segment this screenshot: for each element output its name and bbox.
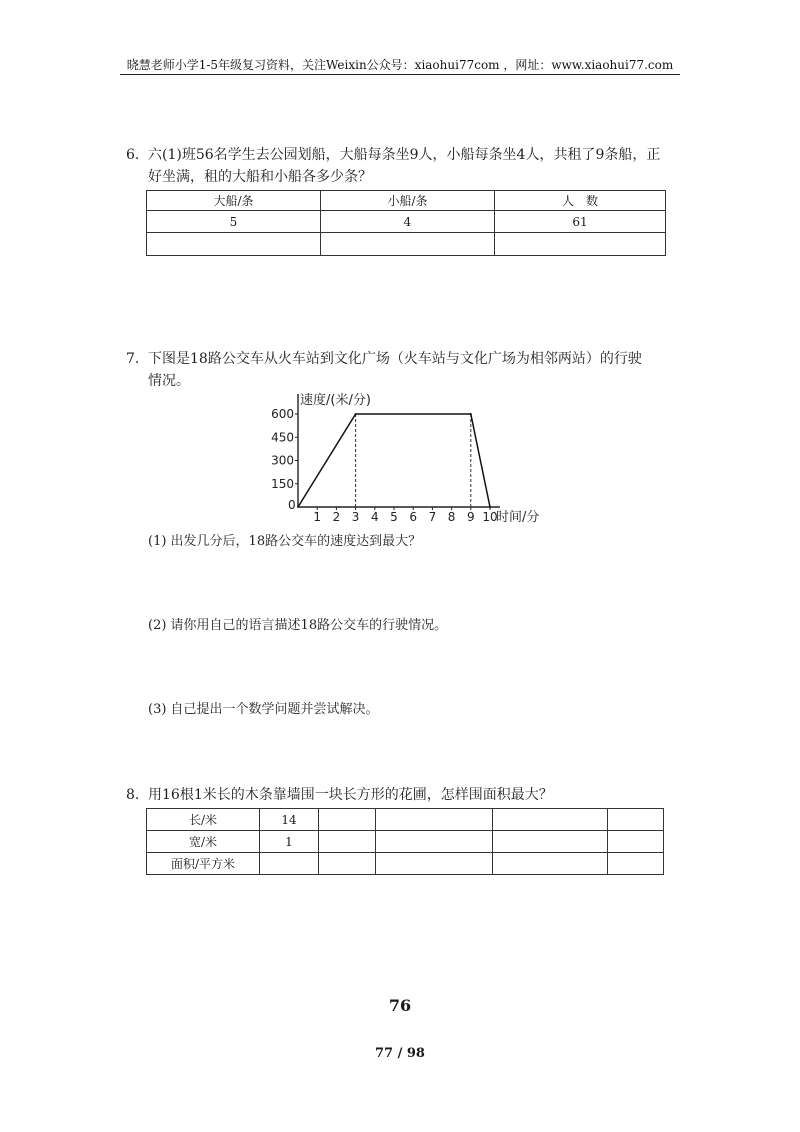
page-header: 晓慧老师小学1-5年级复习资料，关注Weixin公众号：xiaohui77com ，网址：www.xiaohui77.com	[126, 58, 674, 72]
y-tick-label: 300	[271, 453, 294, 468]
table-cell: 1	[260, 831, 319, 853]
table-cell	[319, 809, 376, 831]
x-tick-label: 8	[447, 510, 456, 524]
table-cell	[321, 233, 495, 256]
question-8	[126, 784, 686, 806]
x-tick-label: 4	[370, 510, 379, 524]
question-6	[126, 144, 686, 188]
page-number: 76	[388, 996, 412, 1015]
table-header-small-boats: 小船/条	[321, 191, 495, 211]
table-cell: 4	[321, 211, 495, 233]
x-tick-label: 1	[313, 510, 322, 524]
question-8-text: 用16根1米长的木条靠墙围一块长方形的花圃，怎样围面积最大？	[148, 787, 553, 803]
page-count: 77 / 98	[375, 1046, 425, 1061]
question-7-part-1: (1) 出发几分后，18路公交车的速度达到最大？	[148, 534, 422, 549]
table-cell: 5	[147, 211, 321, 233]
table-cell	[319, 831, 376, 853]
table-cell	[608, 853, 664, 875]
data-point	[470, 413, 472, 415]
question-6-line1: 六(1)班56名学生去公园划船，大船每条坐9人，小船每条坐4人，共租了9条船，正	[148, 147, 661, 163]
table-cell	[376, 853, 493, 875]
origin-label: 0	[288, 498, 296, 512]
table-cell	[493, 809, 608, 831]
question-7-line2: 情况。	[148, 373, 190, 389]
row-label-width: 宽/米	[147, 831, 260, 853]
table-cell	[608, 831, 664, 853]
question-6-line2: 好坐满，租的大船和小船各多少条？	[148, 169, 372, 185]
table-cell	[495, 233, 666, 256]
data-point	[355, 413, 357, 415]
table-cell	[493, 831, 608, 853]
table-cell	[376, 831, 493, 853]
table-cell	[493, 853, 608, 875]
y-tick-label: 450	[271, 430, 294, 445]
table-cell: 61	[495, 211, 666, 233]
row-label-length: 长/米	[147, 809, 260, 831]
header-divider	[120, 74, 680, 75]
x-tick-label: 2	[332, 510, 341, 524]
x-tick-label: 10	[482, 510, 498, 524]
question-7-part-2: (2) 请你用自己的语言描述18路公交车的行驶情况。	[148, 618, 448, 633]
x-tick-label: 5	[390, 510, 398, 524]
x-axis-title: 时间/分	[496, 510, 540, 525]
y-axis-title: 速度/(米/分)	[300, 393, 371, 408]
x-tick-label: 6	[409, 510, 418, 524]
table-cell	[608, 809, 664, 831]
question-6-number: 6.	[126, 147, 140, 163]
x-tick-label: 3	[351, 510, 360, 524]
question-7	[126, 348, 686, 392]
question-7-number: 7.	[126, 351, 140, 367]
table-cell: 14	[260, 809, 319, 831]
table-cell	[376, 809, 493, 831]
y-tick-label: 150	[271, 476, 294, 491]
table-cell	[147, 233, 321, 256]
data-point	[489, 506, 491, 508]
speed-series-line	[298, 414, 490, 507]
table-cell	[260, 853, 319, 875]
x-tick-label: 7	[428, 510, 437, 524]
question-7-line1: 下图是18路公交车从火车站到文化广场（火车站与文化广场为相邻两站）的行驶	[148, 351, 642, 367]
question-8-number: 8.	[126, 787, 140, 803]
speed-time-chart	[262, 388, 562, 530]
x-tick-label: 9	[466, 510, 475, 524]
question-7-part-3: (3) 自己提出一个数学问题并尝试解决。	[148, 702, 379, 717]
question-6-table	[146, 190, 666, 256]
table-header-people: 人 数	[495, 191, 666, 211]
table-header-big-boats: 大船/条	[147, 191, 321, 211]
question-8-table	[146, 808, 664, 875]
row-label-area: 面积/平方米	[147, 853, 260, 875]
table-cell	[319, 853, 376, 875]
y-tick-label: 600	[271, 407, 294, 421]
data-point	[297, 506, 299, 508]
